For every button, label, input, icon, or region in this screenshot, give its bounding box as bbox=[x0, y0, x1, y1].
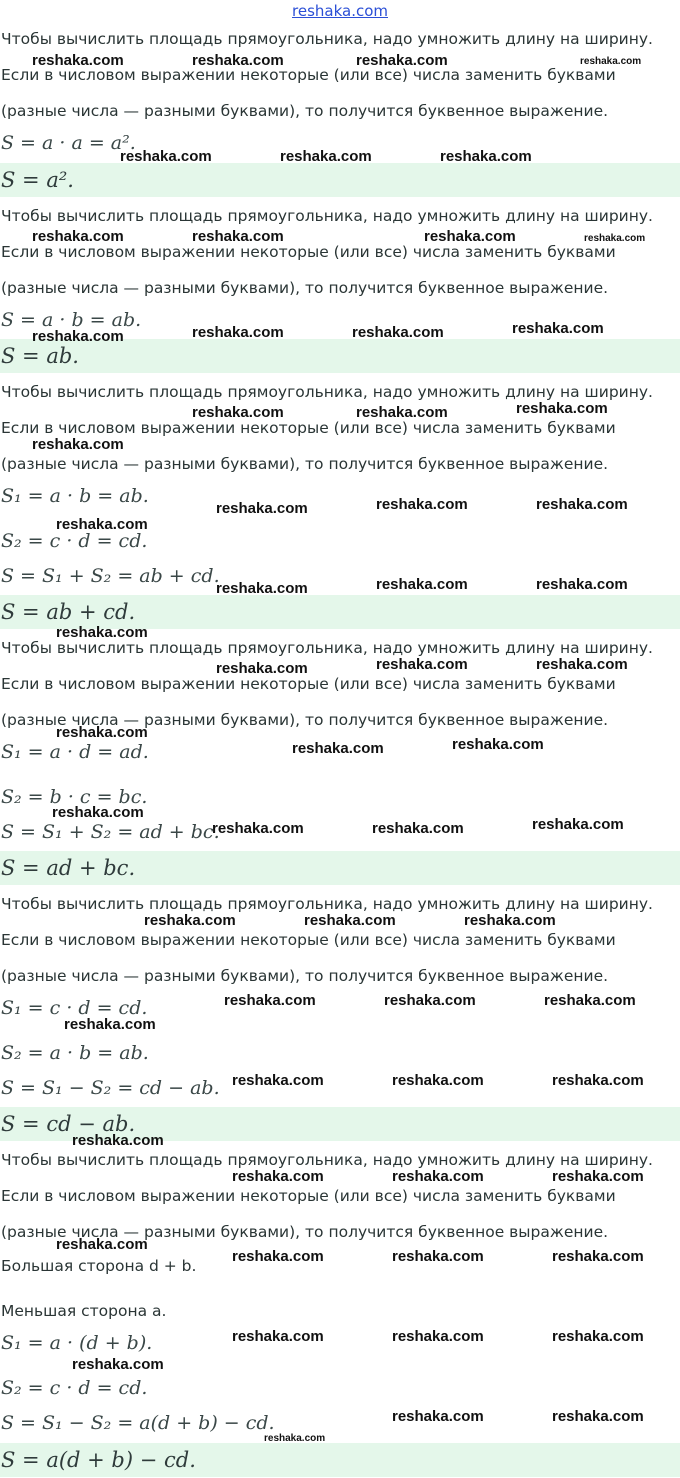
watermark-text: reshaka.com bbox=[192, 404, 284, 421]
watermark-text: reshaka.com bbox=[232, 1248, 324, 1265]
answer-row: S = cd − ab. bbox=[0, 1107, 680, 1141]
watermark-text: reshaka.com bbox=[72, 1132, 164, 1149]
watermark-text: reshaka.com bbox=[64, 1016, 156, 1033]
text-line: Большая сторона d + b. bbox=[1, 1257, 197, 1275]
formula-line: S = S₁ − S₂ = a(d + b) − cd. bbox=[1, 1412, 275, 1434]
text-line: (разные числа — разными буквами), то получится буквенное выражение. bbox=[1, 102, 609, 120]
watermark-text: reshaka.com bbox=[536, 576, 628, 593]
watermark-text: reshaka.com bbox=[392, 1328, 484, 1345]
watermark-text: reshaka.com bbox=[232, 1328, 324, 1345]
watermark-text: reshaka.com bbox=[424, 228, 516, 245]
text-line: (разные числа — разными буквами), то получится буквенное выражение. bbox=[1, 1223, 609, 1241]
text-line: (разные числа — разными буквами), то получится буквенное выражение. bbox=[1, 279, 609, 297]
text-line: Чтобы вычислить площадь прямоугольника, надо умножить длину на ширину. bbox=[1, 30, 653, 48]
watermark-text: reshaka.com bbox=[552, 1072, 644, 1089]
text-line: (разные числа — разными буквами), то получится буквенное выражение. bbox=[1, 455, 609, 473]
watermark-text: reshaka.com bbox=[552, 1328, 644, 1345]
watermark-text: reshaka.com bbox=[376, 656, 468, 673]
watermark-text: reshaka.com bbox=[264, 1433, 326, 1444]
watermark-text: reshaka.com bbox=[216, 580, 308, 597]
site-header-link[interactable]: reshaka.com bbox=[292, 2, 388, 20]
watermark-text: reshaka.com bbox=[120, 148, 212, 165]
watermark-text: reshaka.com bbox=[72, 1356, 164, 1373]
watermark-text: reshaka.com bbox=[192, 228, 284, 245]
watermark-text: reshaka.com bbox=[536, 656, 628, 673]
formula-line: S = a · b = ab. bbox=[1, 309, 142, 331]
watermark-text: reshaka.com bbox=[392, 1072, 484, 1089]
watermark-text: reshaka.com bbox=[56, 1236, 148, 1253]
answer-row: S = a(d + b) − cd. bbox=[0, 1443, 680, 1477]
formula-line: S₁ = a · b = ab. bbox=[1, 485, 149, 507]
watermark-text: reshaka.com bbox=[192, 324, 284, 341]
watermark-text: reshaka.com bbox=[212, 820, 304, 837]
watermark-text: reshaka.com bbox=[292, 740, 384, 757]
watermark-text: reshaka.com bbox=[144, 912, 236, 929]
watermark-text: reshaka.com bbox=[32, 52, 124, 69]
formula-line: S = S₁ + S₂ = ab + cd. bbox=[1, 565, 220, 587]
watermark-text: reshaka.com bbox=[512, 320, 604, 337]
watermark-text: reshaka.com bbox=[32, 328, 124, 345]
watermark-text: reshaka.com bbox=[352, 324, 444, 341]
formula-line: S = S₁ − S₂ = cd − ab. bbox=[1, 1077, 220, 1099]
formula-line: S₂ = c · d = cd. bbox=[1, 1377, 148, 1399]
watermark-text: reshaka.com bbox=[304, 912, 396, 929]
watermark-text: reshaka.com bbox=[384, 992, 476, 1009]
text-line: Чтобы вычислить площадь прямоугольника, надо умножить длину на ширину. bbox=[1, 207, 653, 225]
answer-row: S = ad + bc. bbox=[0, 851, 680, 885]
watermark-text: reshaka.com bbox=[32, 436, 124, 453]
watermark-text: reshaka.com bbox=[552, 1248, 644, 1265]
watermark-text: reshaka.com bbox=[552, 1168, 644, 1185]
formula-line: S = a · a = a². bbox=[1, 132, 136, 154]
watermark-text: reshaka.com bbox=[232, 1168, 324, 1185]
text-line: Чтобы вычислить площадь прямоугольника, надо умножить длину на ширину. bbox=[1, 1151, 653, 1169]
text-line: Чтобы вычислить площадь прямоугольника, надо умножить длину на ширину. bbox=[1, 383, 653, 401]
watermark-text: reshaka.com bbox=[56, 516, 148, 533]
watermark-text: reshaka.com bbox=[280, 148, 372, 165]
text-line: Если в числовом выражении некоторые (или все) числа заменить буквами bbox=[1, 66, 616, 84]
watermark-text: reshaka.com bbox=[224, 992, 316, 1009]
text-line: Если в числовом выражении некоторые (или все) числа заменить буквами bbox=[1, 243, 616, 261]
watermark-text: reshaka.com bbox=[552, 1408, 644, 1425]
formula-line: S₁ = c · d = cd. bbox=[1, 997, 148, 1019]
text-line: (разные числа — разными буквами), то получится буквенное выражение. bbox=[1, 967, 609, 985]
text-line: Если в числовом выражении некоторые (или все) числа заменить буквами bbox=[1, 419, 616, 437]
watermark-text: reshaka.com bbox=[376, 576, 468, 593]
watermark-text: reshaka.com bbox=[372, 820, 464, 837]
watermark-text: reshaka.com bbox=[584, 233, 646, 244]
watermark-text: reshaka.com bbox=[216, 660, 308, 677]
watermark-text: reshaka.com bbox=[356, 52, 448, 69]
formula-line: S₂ = c · d = cd. bbox=[1, 530, 148, 552]
formula-line: S = S₁ + S₂ = ad + bc. bbox=[1, 821, 220, 843]
watermark-text: reshaka.com bbox=[232, 1072, 324, 1089]
watermark-text: reshaka.com bbox=[356, 404, 448, 421]
watermark-text: reshaka.com bbox=[532, 816, 624, 833]
watermark-text: reshaka.com bbox=[580, 56, 642, 67]
watermark-text: reshaka.com bbox=[464, 912, 556, 929]
watermark-text: reshaka.com bbox=[216, 500, 308, 517]
watermark-text: reshaka.com bbox=[52, 804, 144, 821]
watermark-text: reshaka.com bbox=[516, 400, 608, 417]
watermark-text: reshaka.com bbox=[32, 228, 124, 245]
watermark-text: reshaka.com bbox=[56, 624, 148, 641]
formula-line: S₂ = b · c = bc. bbox=[1, 786, 148, 808]
text-line: Если в числовом выражении некоторые (или все) числа заменить буквами bbox=[1, 675, 616, 693]
watermark-text: reshaka.com bbox=[392, 1248, 484, 1265]
formula-line: S₂ = a · b = ab. bbox=[1, 1042, 149, 1064]
watermark-text: reshaka.com bbox=[544, 992, 636, 1009]
watermark-text: reshaka.com bbox=[440, 148, 532, 165]
watermark-text: reshaka.com bbox=[376, 496, 468, 513]
text-line: Меньшая сторона a. bbox=[1, 1302, 167, 1320]
text-line: Чтобы вычислить площадь прямоугольника, надо умножить длину на ширину. bbox=[1, 895, 653, 913]
text-line: (разные числа — разными буквами), то получится буквенное выражение. bbox=[1, 711, 609, 729]
formula-line: S₁ = a · d = ad. bbox=[1, 741, 149, 763]
watermark-text: reshaka.com bbox=[536, 496, 628, 513]
answer-row: S = ab + cd. bbox=[0, 595, 680, 629]
text-line: Чтобы вычислить площадь прямоугольника, надо умножить длину на ширину. bbox=[1, 639, 653, 657]
watermark-text: reshaka.com bbox=[392, 1168, 484, 1185]
answer-row: S = ab. bbox=[0, 339, 680, 373]
formula-line: S₁ = a · (d + b). bbox=[1, 1332, 153, 1354]
watermark-text: reshaka.com bbox=[452, 736, 544, 753]
watermark-text: reshaka.com bbox=[56, 724, 148, 741]
watermark-text: reshaka.com bbox=[192, 52, 284, 69]
text-line: Если в числовом выражении некоторые (или все) числа заменить буквами bbox=[1, 1187, 616, 1205]
watermark-text: reshaka.com bbox=[392, 1408, 484, 1425]
text-line: Если в числовом выражении некоторые (или все) числа заменить буквами bbox=[1, 931, 616, 949]
answer-row: S = a². bbox=[0, 163, 680, 197]
